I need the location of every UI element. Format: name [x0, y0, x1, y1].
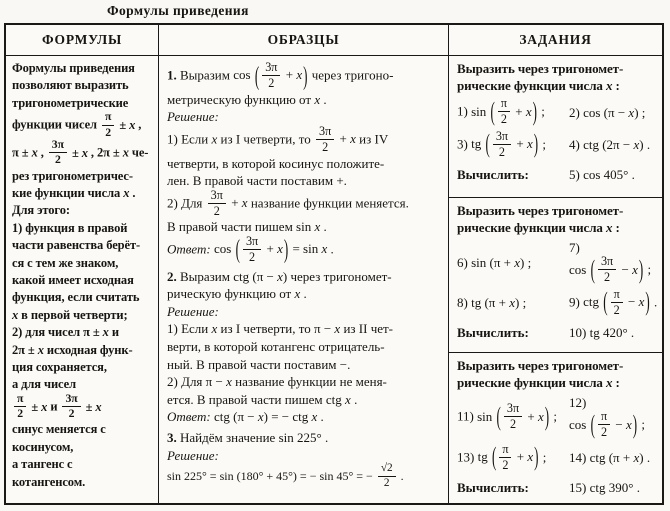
task-item: 9) ctg ( $\frac{\pi}{2}$ − x) . [569, 285, 658, 317]
task-item: 14) ctg (π + x) . [569, 450, 651, 466]
text-line: 1) Если x из I четверти, то π − x из II чет- [167, 321, 394, 337]
math-expression: cos (π − x) [583, 104, 639, 120]
math-expression: cos ( $\frac{3\pi}{2}$ + x) [233, 67, 308, 82]
text-line: В правой части пишем sin x . [167, 219, 327, 235]
tasks-section-2-compute [457, 325, 658, 341]
fraction: $\frac{3\pi}{2}$ [598, 255, 616, 284]
text-line: ся с тем же знаком, [12, 255, 119, 270]
math-expression: $\frac{3\pi}{2}$ + x [206, 195, 248, 210]
fraction: $\frac{√2}{2}$ [378, 463, 396, 490]
text-line: 2) для чисел π ± x и [12, 325, 119, 340]
task-row [457, 285, 658, 318]
compute-item: 5) cos 405° . [569, 166, 635, 182]
text-line: а тангенс с [12, 457, 73, 472]
math-expression: $\frac{3\pi}{2}$ + x [314, 131, 356, 146]
math-expression: x [314, 91, 321, 107]
text-line: $\frac{\pi}{2}$ ± x и $\frac{3\pi}{2}$ ± x [12, 394, 154, 422]
task-item: 4) ctg (2π − x) . [569, 137, 651, 153]
tasks-section-2-heading [457, 202, 658, 236]
fraction: $\frac{3\pi}{2}$ [316, 125, 334, 154]
math-expression: 2π ± x [96, 145, 129, 160]
math-expression: x [605, 220, 613, 236]
tasks-column [449, 56, 662, 503]
task-item: 13) tg ( $\frac{\pi}{2}$ + x) ; [457, 440, 547, 472]
text-line: рез тригонометричес- [12, 168, 133, 183]
math-expression: π − x [205, 374, 232, 390]
math-expression: $\frac{\pi}{2}$ ± x [12, 400, 47, 414]
math-expression: ctg 390° [589, 479, 634, 495]
text-line: рические функции числа x : [457, 375, 620, 391]
math-expression: cos ( $\frac{3\pi}{2}$ − x) [569, 253, 644, 285]
fraction: $\frac{3\pi}{2}$ [504, 402, 522, 431]
math-expression: x [123, 185, 130, 200]
math-expression: π − x [314, 321, 341, 337]
text-line: Для этого: [12, 203, 70, 218]
tall-paren: ( [254, 59, 260, 91]
tasks-section-1-heading [457, 60, 658, 94]
compute-label: Вычислить: [457, 479, 529, 495]
reduction-formulas-table [4, 23, 664, 505]
math-expression: ctg (2π − x) [583, 137, 644, 153]
math-expression: ctg (π − x) = − ctg x [214, 409, 318, 425]
tall-paren: ( [496, 400, 501, 432]
tall-paren: ( [491, 440, 497, 472]
tall-paren: ) [632, 408, 638, 440]
text-line: Выразить через тригономет- [457, 358, 624, 373]
math-expression: cos 405° [583, 166, 629, 182]
text-line: 2π ± x исходная функ- [12, 342, 133, 357]
math-expression: ctg ( $\frac{\pi}{2}$ − x) [583, 285, 650, 317]
task-row [457, 95, 658, 127]
tasks-section-3-compute [457, 480, 658, 496]
compute-label: Вычислить: [457, 324, 529, 340]
fraction: $\frac{3\pi}{2}$ [49, 139, 67, 167]
tall-paren: ( [603, 285, 608, 317]
text-line: косинусом, [12, 439, 74, 454]
text-line: котангенсом. [12, 474, 86, 489]
tasks-section-3-heading [457, 357, 658, 391]
text-line: 1. Выразим cos ( $\frac{3\pi}{2}$ + x) через тригоно- [167, 62, 444, 91]
text-line: 2) Для $\frac{3\pi}{2}$ + x название функции меняется. [167, 187, 409, 218]
fraction: $\frac{3\pi}{2}$ [62, 393, 80, 421]
text-line: 2. Выразим ctg (π − x) через тригономет- [167, 268, 392, 284]
task-row [457, 240, 658, 285]
tall-paren: ) [638, 253, 644, 285]
math-expression: sin ( $\frac{3\pi}{2}$ + x) [477, 400, 550, 432]
tasks-section-2 [449, 198, 662, 353]
text-line: лен. В правой части поставим +. [167, 173, 347, 189]
math-expression: $\frac{3\pi}{2}$ ± x [60, 400, 101, 414]
text-line: синус меняется с [12, 422, 106, 437]
fraction: $\frac{\pi}{2}$ [14, 393, 26, 421]
text-line: какой имеет исходная [12, 272, 134, 287]
math-expression: ctg (π + x) [589, 450, 644, 466]
math-expression: sin 225° = sin (180° + 45°) = − sin 45° = − $\frac{√2}{2}$ [167, 469, 398, 483]
text-line: метрическую функцию от x . [167, 91, 327, 107]
task-item: 2) cos (π − x) ; [569, 104, 646, 120]
tasks-section-3 [449, 353, 662, 503]
text-line: π ± x , $\frac{3\pi}{2}$ ± x , 2π ± x че- [12, 137, 149, 167]
text-line: позволяют выразить [12, 78, 129, 93]
text-line: рические функции числа x : [457, 78, 620, 94]
text-line: а для чисел [12, 377, 77, 392]
page-title: Формулы приведения [107, 3, 249, 18]
fraction: $\frac{3\pi}{2}$ [208, 189, 226, 218]
math-expression: x [605, 78, 613, 94]
tall-paren: ( [235, 233, 240, 265]
text-line: Выразить через тригономет- [457, 203, 624, 218]
math-expression: ctg (π − x) [233, 268, 288, 284]
compute-label: Вычислить: [457, 166, 529, 182]
tall-paren: ) [532, 95, 537, 127]
tasks-section-1-compute [457, 167, 658, 183]
fraction: $\frac{\pi}{2}$ [598, 410, 610, 439]
samples-column [159, 56, 449, 503]
text-line: Выразить через тригономет- [457, 61, 624, 76]
task-item: 11) sin ( $\frac{3\pi}{2}$ + x) ; [457, 400, 557, 432]
tall-paren: ( [485, 127, 490, 159]
fraction: $\frac{\pi}{2}$ [611, 288, 623, 317]
math-expression: sin ( $\frac{\pi}{2}$ + x) [471, 95, 537, 127]
tasks-section-1-items [457, 95, 658, 159]
text-line: функция, если считать [12, 290, 140, 305]
task-item: 7) cos ( $\frac{3\pi}{2}$ − x) ; [569, 240, 652, 285]
text-line: четверти, в которой косинус положите- [167, 155, 385, 171]
math-expression: sin 225° [278, 429, 322, 445]
text-line: ция сохраняется, [12, 360, 107, 374]
text-line: части равенства берёт- [12, 238, 141, 253]
text-line: Формулы приведения [12, 61, 135, 75]
math-expression: x [211, 321, 218, 337]
math-expression: x [605, 375, 613, 391]
tall-paren: ) [534, 440, 539, 472]
text-line: Решение: [167, 109, 219, 125]
tasks-section-3-items [457, 395, 658, 472]
text-line: верти, в которой котангенс отрицатель- [167, 338, 385, 354]
text-line: 1) функция в правой [12, 220, 128, 235]
text-line: Ответ: cos ( $\frac{3\pi}{2}$ + x) = sin x . [167, 236, 444, 265]
task-item: 6) sin (π + x) ; [457, 254, 532, 270]
math-expression: $\frac{\pi}{2}$ ± x [100, 118, 135, 132]
task-row [457, 395, 658, 440]
column-header-formulas: ФОРМУЛЫ [6, 25, 159, 56]
math-expression: ctg x [325, 391, 351, 407]
text-line: 3. Найдём значение sin 225° . [167, 429, 329, 445]
fraction: $\frac{3\pi}{2}$ [493, 130, 511, 159]
task-item: 8) tg (π + x) ; [457, 295, 527, 311]
math-expression: π ± x [12, 145, 38, 160]
text-line: кие функции числа x . [12, 185, 136, 200]
compute-item: 10) tg 420° . [569, 324, 635, 340]
text-line: рические функции числа x : [457, 220, 620, 236]
text-line: ется. В правой части пишем ctg x . [167, 391, 358, 407]
fraction: $\frac{\pi}{2}$ [498, 97, 510, 126]
tall-paren: ) [645, 285, 650, 317]
fraction: $\frac{3\pi}{2}$ [243, 235, 261, 264]
text-line: функции чисел $\frac{\pi}{2}$ ± x , [12, 110, 142, 139]
math-expression: x [12, 307, 19, 322]
text-line: 1) Если x из I четверти, то $\frac{3\pi}{2}$ + x из IV [167, 123, 389, 154]
tasks-section-1 [449, 56, 662, 198]
task-row [457, 440, 658, 473]
text-line: Решение: [167, 447, 219, 463]
text-line: тригонометрические [12, 95, 129, 110]
math-expression: x [294, 286, 301, 302]
column-header-tasks: ЗАДАНИЯ [449, 25, 662, 56]
fraction: $\frac{\pi}{2}$ [499, 443, 511, 472]
text-line: Ответ: ctg (π − x) = − ctg x . [167, 409, 324, 425]
text-line: ный. В правой части поставим −. [167, 356, 351, 372]
math-expression: x [211, 131, 218, 147]
fraction: $\frac{\pi}{2}$ [102, 111, 114, 139]
formulas-column [6, 56, 159, 503]
math-expression: sin (π + x) [471, 254, 525, 270]
text-line: 2) Для π − x название функции не меня- [167, 374, 387, 390]
math-expression: cos ( $\frac{3\pi}{2}$ + x) = sin x [214, 241, 327, 256]
column-header-samples: ОБРАЗЦЫ [159, 25, 449, 56]
math-expression: tg (π + x) [471, 295, 520, 311]
tall-paren: ( [590, 408, 595, 440]
math-expression: π ± x [83, 325, 109, 340]
math-expression: tg 420° [589, 324, 628, 340]
task-row [457, 127, 658, 160]
tall-paren: ( [590, 253, 595, 285]
tasks-section-2-items [457, 240, 658, 317]
text-line: рическую функцию от x . [167, 286, 307, 302]
tall-paren: ) [303, 59, 308, 91]
tall-paren: ) [533, 127, 539, 159]
compute-item: 15) ctg 390° . [569, 479, 640, 495]
math-expression: $\frac{3\pi}{2}$ ± x [47, 146, 88, 160]
tall-paren: ( [490, 95, 495, 127]
math-expression: tg ( $\frac{\pi}{2}$ + x) [477, 440, 539, 472]
math-expression: cos ( $\frac{\pi}{2}$ − x) [569, 408, 638, 440]
text-line: Решение: [167, 303, 219, 319]
task-item: 12) cos ( $\frac{\pi}{2}$ − x) ; [569, 395, 645, 440]
tall-paren: ) [283, 233, 289, 265]
math-expression: sin x [296, 219, 321, 235]
text-line: x в первой четверти; [12, 307, 128, 322]
fraction: $\frac{3\pi}{2}$ [262, 61, 280, 90]
math-expression: tg ( $\frac{3\pi}{2}$ + x) [471, 127, 539, 159]
task-item: 1) sin ( $\frac{\pi}{2}$ + x) ; [457, 95, 545, 127]
task-item: 3) tg ( $\frac{3\pi}{2}$ + x) ; [457, 127, 546, 159]
math-expression: 2π ± x [12, 342, 44, 357]
text-line: sin 225° = sin (180° + 45°) = − sin 45° = − $\frac{√2}{2}$ . [167, 462, 404, 489]
tall-paren: ) [544, 400, 550, 432]
